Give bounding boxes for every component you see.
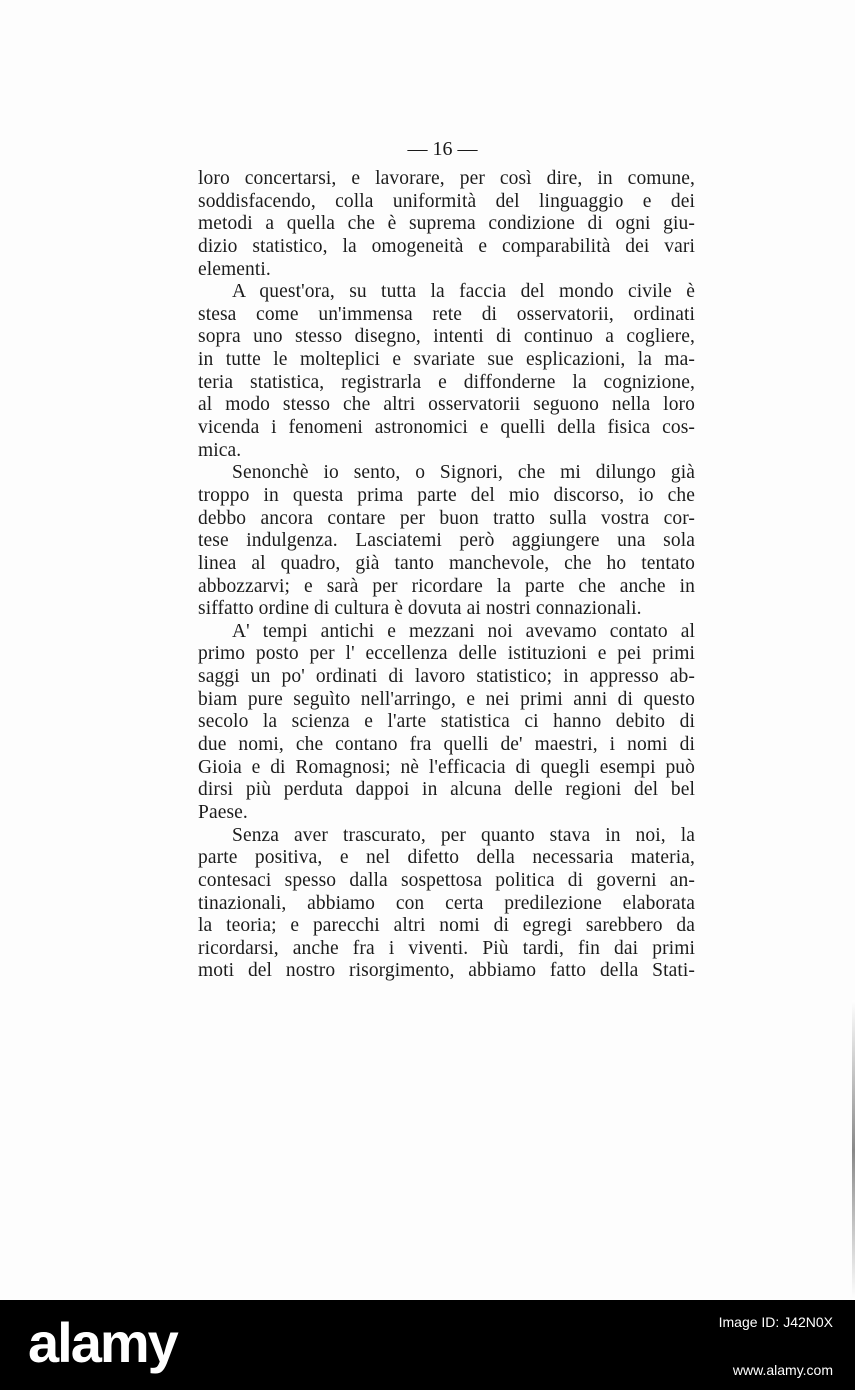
text-line: secolo la scienza e l'arte statistica ci hanno debito di <box>198 711 695 733</box>
text-line: elementi. <box>198 258 271 280</box>
text-line: ricordarsi, anche fra i viventi. Più tardi, fin dai primi <box>198 937 695 959</box>
text-line: linea al quadro, già tanto manchevole, che ho tentato <box>198 552 695 574</box>
text-line: metodi a quella che è suprema condizione di ogni giu- <box>198 213 695 235</box>
text-line: primo posto per l' eccellenza delle istituzioni e pei primi <box>198 643 695 665</box>
text-line: teria statistica, registrarla e diffonderne la cognizione, <box>198 371 695 393</box>
text-line: abbozzarvi; e sarà per ricordare la parte che anche in <box>198 575 695 597</box>
text-line: parte positiva, e nel difetto della necessaria materia, <box>198 847 695 869</box>
text-line: stesa come un'immensa rete di osservatorii, ordinati <box>198 303 695 325</box>
text-line: dizio statistico, la omogeneità e comparabilità dei vari <box>198 235 695 257</box>
text-line: vicenda i fenomeni astronomici e quelli della fisica cos- <box>198 417 695 439</box>
text-line: Paese. <box>198 801 248 823</box>
text-line: troppo in questa prima parte del mio discorso, io che <box>198 484 695 506</box>
text-line: contesaci spesso dalla sospettosa politica di governi an- <box>198 869 695 891</box>
text-line: tese indulgenza. Lasciatemi però aggiungere una sola <box>198 530 695 552</box>
text-line: debbo ancora contare per buon tratto sulla vostra cor- <box>198 507 695 529</box>
text-line: A' tempi antichi e mezzani noi avevamo contato al <box>232 620 695 642</box>
text-line: A quest'ora, su tutta la faccia del mondo civile è <box>232 281 695 303</box>
text-line: Senza aver trascurato, per quanto stava in noi, la <box>232 824 695 846</box>
text-line: saggi un po' ordinati di lavoro statistico; in appresso ab- <box>198 666 695 688</box>
text-line: Senonchè io sento, o Signori, che mi dilungo già <box>232 462 695 484</box>
text-line: biam pure seguìto nell'arringo, e nei primi anni di questo <box>198 688 695 710</box>
watermark-footer <box>0 1300 855 1390</box>
text-line: siffatto ordine di cultura è dovuta ai nostri connazionali. <box>198 598 642 620</box>
image-id: Image ID: J42N0X <box>718 1314 833 1330</box>
text-line: la teoria; e parecchi altri nomi di egregi sarebbero da <box>198 915 695 937</box>
text-line: sopra uno stesso disegno, intenti di continuo a cogliere, <box>198 326 695 348</box>
text-line: moti del nostro risorgimento, abbiamo fatto della Stati- <box>198 960 695 982</box>
alamy-logo: alamy <box>28 1311 177 1374</box>
text-line: tinazionali, abbiamo con certa predilezione elaborata <box>198 892 695 914</box>
text-line: mica. <box>198 439 242 461</box>
site-url: www.alamy.com <box>732 1362 833 1378</box>
text-line: due nomi, che contano fra quelli de' maestri, i nomi di <box>198 734 695 756</box>
text-line: al modo stesso che altri osservatorii seguono nella loro <box>198 394 695 416</box>
text-line: in tutte le molteplici e svariate sue esplicazioni, la ma- <box>198 349 695 371</box>
text-line: soddisfacendo, colla uniformità del linguaggio e dei <box>198 190 695 212</box>
text-line: loro concertarsi, e lavorare, per così dire, in comune, <box>198 168 695 189</box>
text-line: dirsi più perduta dappoi in alcuna delle regioni del bel <box>198 779 695 801</box>
text-line: Gioia e di Romagnosi; nè l'efficacia di quegli esempi può <box>198 756 695 778</box>
body-text <box>198 168 695 983</box>
page-number: — 16 — <box>407 138 478 160</box>
